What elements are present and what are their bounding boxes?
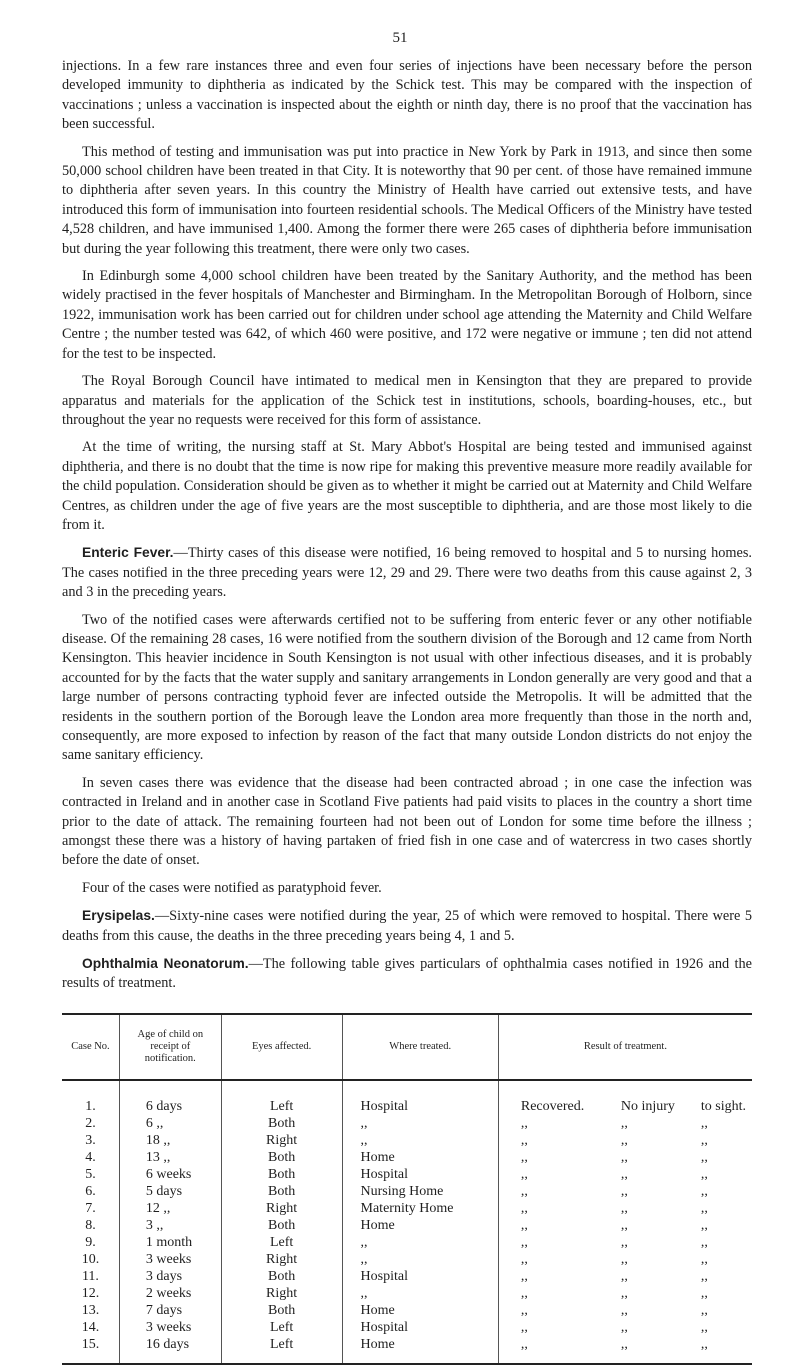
table-row	[62, 1336, 752, 1364]
result-cell	[498, 1149, 752, 1166]
table-row	[62, 1183, 752, 1200]
result-outcome: ,,	[520, 1303, 528, 1318]
header-case-no: Case No.	[62, 1014, 119, 1080]
case-no-cell: 11.	[81, 1269, 99, 1284]
paragraph-ophthalmia	[62, 954, 752, 994]
paragraph-royal-borough: The Royal Borough Council have intimated to medical men in Kensington that they are prepared to provide apparatus and materials for the application of the Schick test in institutions, schools, boarding-houses, etc., but throughout the year no requests were received for this form of assistance.	[62, 373, 752, 428]
eyes-cell: Right	[221, 1285, 342, 1302]
where-cell: ,,	[342, 1132, 498, 1149]
result-outcome: ,,	[520, 1133, 528, 1148]
paragraph-injections: injections. In a few rare instances three and even four series of injections have been necessary before the person developed immunity to diphtheria as indicated by the Schick test. This may be compared with the inspection of vaccinations ; unless a vaccination is inspected about the eighth or ninth day, there is no proof that the vaccination has been successful.	[62, 58, 752, 133]
result-outcome: ,,	[520, 1150, 528, 1165]
where-cell: ,,	[342, 1285, 498, 1302]
paragraph-new-york: This method of testing and immunisation was put into practice in New York by Park in 1913, and since then some 50,000 school children have been treated in that City. It is noteworthy that 90 per cent. of those have remained immune to diphtheria after seven years. In this country the Ministry of Health have carried out extensive tests, and have introduced this form of immunisation into fourteen residential schools. The Medical Officers of the Ministry have tested 4,528 children, and have immunised 1,400. Among the former there were 265 cases of diphtheria before immunisation but during the year following this treatment, there were only two cases.	[62, 143, 752, 257]
result-injury: No injury	[620, 1099, 675, 1114]
result-injury: ,,	[620, 1150, 628, 1165]
paragraph-nursing-staff: At the time of writing, the nursing staff at St. Mary Abbot's Hospital are being tested and immunised against diphtheria, and there is no doubt that the time is now ripe for making this preventive measure more readily available for the child population. Consideration should be given as to whether it might be carried out at Maternity and Child Welfare Centres, as children under the age of five years are the most susceptible to diphtheria, and are those most likely to die from it.	[62, 439, 752, 533]
result-outcome: ,,	[520, 1337, 528, 1352]
heading-ophthalmia: Ophthalmia Neonatorum.	[82, 956, 249, 972]
eyes-cell: Both	[221, 1149, 342, 1166]
eyes-cell: Both	[221, 1166, 342, 1183]
result-injury: ,,	[620, 1167, 628, 1182]
result-outcome: ,,	[520, 1218, 528, 1233]
enteric-fever-text: —Thirty cases of this disease were notified, 16 being removed to hospital and 5 to nursing homes. The cases notified in the three preceding years were 12, 29 and 29. There were two deaths from this cause against 2, 3 and 3 in the preceding years.	[62, 545, 752, 601]
eyes-cell: Left	[221, 1234, 342, 1251]
table-row	[62, 1285, 752, 1302]
result-injury: ,,	[620, 1252, 628, 1267]
age-cell: 3 ,,	[119, 1217, 221, 1234]
where-cell: Home	[342, 1302, 498, 1319]
where-cell: Hospital	[342, 1319, 498, 1336]
result-outcome: Recovered.	[520, 1099, 585, 1114]
where-cell: Home	[342, 1149, 498, 1166]
body-text	[62, 57, 752, 1002]
result-injury: ,,	[620, 1337, 628, 1352]
result-sight: ,,	[700, 1133, 708, 1148]
result-sight: ,,	[700, 1150, 708, 1165]
header-eyes: Eyes affected.	[221, 1014, 342, 1080]
age-cell: 3 days	[119, 1268, 221, 1285]
result-sight: ,,	[700, 1303, 708, 1318]
heading-erysipelas: Erysipelas.	[82, 908, 155, 924]
age-cell: 1 month	[119, 1234, 221, 1251]
ophthalmia-table	[62, 1013, 752, 1365]
eyes-cell: Both	[221, 1217, 342, 1234]
age-cell: 6 weeks	[119, 1166, 221, 1183]
age-cell: 3 weeks	[119, 1251, 221, 1268]
result-cell	[498, 1115, 752, 1132]
result-outcome: ,,	[520, 1286, 528, 1301]
case-no-cell: 12.	[81, 1286, 100, 1301]
age-cell: 3 weeks	[119, 1319, 221, 1336]
result-sight: ,,	[700, 1286, 708, 1301]
eyes-cell: Both	[221, 1183, 342, 1200]
result-cell	[498, 1268, 752, 1285]
result-injury: ,,	[620, 1235, 628, 1250]
table-row	[62, 1217, 752, 1234]
table-row	[62, 1234, 752, 1251]
result-sight: ,,	[700, 1320, 708, 1335]
eyes-cell: Left	[221, 1336, 342, 1364]
result-sight: ,,	[700, 1337, 708, 1352]
heading-enteric-fever: Enteric Fever.	[82, 545, 174, 561]
where-cell: ,,	[342, 1115, 498, 1132]
paragraph-notified-cases: Two of the notified cases were afterwards certified not to be suffering from enteric fever or any other notifiable disease. Of the remaining 28 cases, 16 were notified from the southern division of the Borough and 12 came from North Kensington. This heavier incidence in South Kensington is not usual with other infectious diseases, and it is probably accounted for by the facts that the water supply and sanitary arrangements in London generally are very good and that a large number of persons contracting typhoid fever are infected outside the Metropolis. It will be admitted that the residents in the southern portion of the Borough leave the London area more frequently than those in the north and, consequently, are more exposed to infection by reason of the fact that many outside London districts do not enjoy the same sanitary efficiency.	[62, 611, 752, 764]
age-cell: 18 ,,	[119, 1132, 221, 1149]
case-no-cell: 4.	[85, 1150, 96, 1165]
header-age: Age of child on receipt of notification.	[119, 1014, 221, 1080]
result-injury: ,,	[620, 1303, 628, 1318]
paragraph-erysipelas	[62, 906, 752, 946]
result-cell	[498, 1166, 752, 1183]
age-cell: 13 ,,	[119, 1149, 221, 1166]
age-cell: 12 ,,	[119, 1200, 221, 1217]
case-no-cell: 2.	[85, 1116, 96, 1131]
result-injury: ,,	[620, 1133, 628, 1148]
result-outcome: ,,	[520, 1201, 528, 1216]
table-row	[62, 1251, 752, 1268]
where-cell: Home	[342, 1336, 498, 1364]
table-row	[62, 1166, 752, 1183]
eyes-cell: Right	[221, 1200, 342, 1217]
result-sight: ,,	[700, 1235, 708, 1250]
table-header-row	[62, 1014, 752, 1080]
table-row	[62, 1098, 752, 1115]
paragraph-enteric-fever	[62, 543, 752, 602]
result-injury: ,,	[620, 1269, 628, 1284]
age-cell: 7 days	[119, 1302, 221, 1319]
result-outcome: ,,	[520, 1269, 528, 1284]
age-cell: 16 days	[119, 1336, 221, 1364]
where-cell: Hospital	[342, 1268, 498, 1285]
result-cell	[498, 1132, 752, 1149]
paragraph-edinburgh: In Edinburgh some 4,000 school children have been treated by the Sanitary Authority, and the method has been widely practised in the fever hospitals of Manchester and Birmingham. In the Metropolitan Borough of Holborn, since 1922, immunisation work has been carried out for children under school age attending the Maternity and Child Welfare Centre ; the number tested was 642, of which 460 were positive, and 172 were negative or immune ; ten did not attend for the test to be inspected.	[62, 268, 752, 362]
eyes-cell: Both	[221, 1302, 342, 1319]
where-cell: Nursing Home	[342, 1183, 498, 1200]
table-row	[62, 1115, 752, 1132]
case-no-cell: 10.	[81, 1252, 100, 1267]
result-sight: ,,	[700, 1116, 708, 1131]
result-cell	[498, 1251, 752, 1268]
result-sight: ,,	[700, 1252, 708, 1267]
age-cell: 2 weeks	[119, 1285, 221, 1302]
result-outcome: ,,	[520, 1235, 528, 1250]
page-number: 51	[392, 30, 408, 46]
where-cell: ,,	[342, 1251, 498, 1268]
eyes-cell: Right	[221, 1251, 342, 1268]
result-cell	[498, 1200, 752, 1217]
ophthalmia-text: —The following table gives particulars of ophthalmia cases notified in 1926 and the results of treatment.	[62, 956, 752, 992]
result-cell	[498, 1234, 752, 1251]
result-sight: ,,	[700, 1184, 708, 1199]
eyes-cell: Right	[221, 1132, 342, 1149]
result-outcome: ,,	[520, 1116, 528, 1131]
eyes-cell: Left	[221, 1098, 342, 1115]
case-no-cell: 14.	[81, 1320, 100, 1335]
where-cell: Maternity Home	[342, 1200, 498, 1217]
result-injury: ,,	[620, 1184, 628, 1199]
table-row	[62, 1200, 752, 1217]
age-cell: 6 days	[119, 1098, 221, 1115]
case-no-cell: 5.	[85, 1167, 96, 1182]
where-cell: Hospital	[342, 1098, 498, 1115]
result-sight: ,,	[700, 1167, 708, 1182]
case-no-cell: 3.	[85, 1133, 96, 1148]
eyes-cell: Both	[221, 1115, 342, 1132]
result-cell	[498, 1183, 752, 1200]
case-no-cell: 7.	[85, 1201, 96, 1216]
header-result: Result of treatment.	[498, 1014, 752, 1080]
result-outcome: ,,	[520, 1184, 528, 1199]
case-no-cell: 1.	[85, 1099, 96, 1114]
result-injury: ,,	[620, 1218, 628, 1233]
result-sight: ,,	[700, 1201, 708, 1216]
result-outcome: ,,	[520, 1320, 528, 1335]
table-spacer-row	[62, 1080, 752, 1098]
where-cell: Hospital	[342, 1166, 498, 1183]
result-cell	[498, 1285, 752, 1302]
result-injury: ,,	[620, 1116, 628, 1131]
case-no-cell: 13.	[81, 1303, 100, 1318]
cases-table	[62, 1013, 752, 1365]
case-no-cell: 8.	[85, 1218, 96, 1233]
result-outcome: ,,	[520, 1252, 528, 1267]
eyes-cell: Both	[221, 1268, 342, 1285]
result-cell	[498, 1336, 752, 1364]
header-where: Where treated.	[342, 1014, 498, 1080]
where-cell: ,,	[342, 1234, 498, 1251]
where-cell: Home	[342, 1217, 498, 1234]
result-cell	[498, 1302, 752, 1319]
paragraph-paratyphoid: Four of the cases were notified as paratyphoid fever.	[82, 879, 382, 896]
result-sight: ,,	[700, 1218, 708, 1233]
table-row	[62, 1149, 752, 1166]
case-no-cell: 9.	[85, 1235, 96, 1250]
result-cell	[498, 1319, 752, 1336]
result-outcome: ,,	[520, 1167, 528, 1182]
result-cell	[498, 1098, 752, 1115]
age-cell: 5 days	[119, 1183, 221, 1200]
result-sight: to sight.	[700, 1099, 746, 1114]
table-row	[62, 1302, 752, 1319]
table-row	[62, 1319, 752, 1336]
case-no-cell: 6.	[85, 1184, 96, 1199]
case-no-cell: 15.	[62, 1336, 119, 1364]
table-row	[62, 1268, 752, 1285]
eyes-cell: Left	[221, 1319, 342, 1336]
erysipelas-text: —Sixty-nine cases were notified during the year, 25 of which were removed to hospital. There were 5 deaths from this cause, the deaths in the three preceding years being 4, 1 and 5.	[62, 908, 752, 944]
table-body	[62, 1080, 752, 1364]
result-injury: ,,	[620, 1320, 628, 1335]
result-cell	[498, 1217, 752, 1234]
paragraph-seven-cases: In seven cases there was evidence that the disease had been contracted abroad ; in one case the infection was contracted in Ireland and in another case in Scotland Five patients had paid visits to places in the country a short time prior to the date of attack. The remaining fourteen had not been out of London for some time before the illness ; amongst these there was a history of having partaken of fried fish in one case and of watercress in two cases shortly before the date of onset.	[62, 774, 752, 869]
result-injury: ,,	[620, 1201, 628, 1216]
table-row	[62, 1132, 752, 1149]
result-sight: ,,	[700, 1269, 708, 1284]
age-cell: 6 ,,	[119, 1115, 221, 1132]
result-injury: ,,	[620, 1286, 628, 1301]
